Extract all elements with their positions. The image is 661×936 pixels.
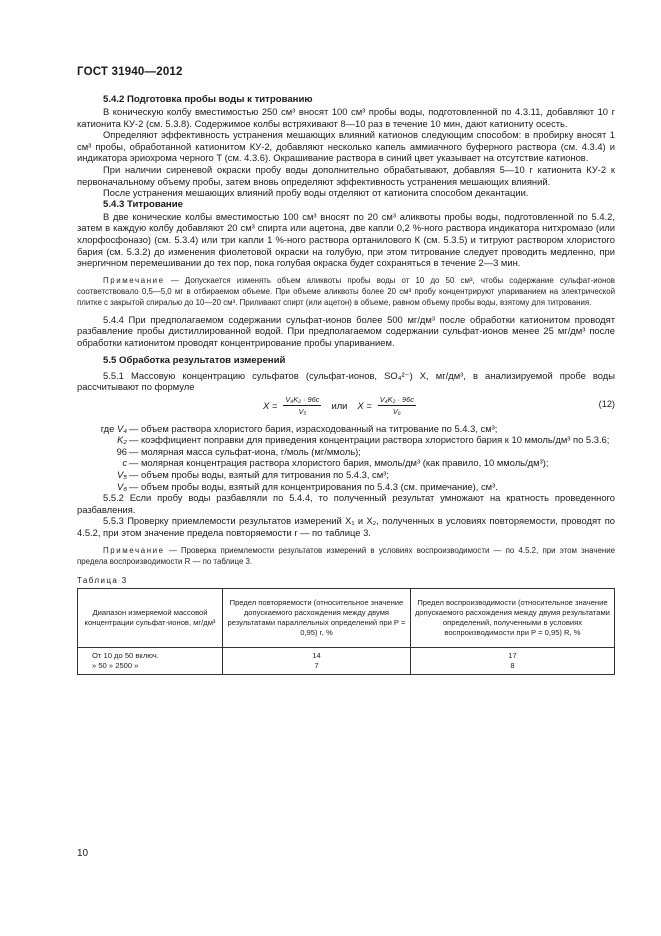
section-heading-5-5: 5.5 Обработка результатов измерений [103, 354, 286, 366]
note-label: Примечание [103, 545, 165, 555]
r-cell: 7 [314, 660, 319, 670]
where-label: где [100, 422, 115, 434]
page-content [77, 94, 615, 675]
fraction-denominator: V₆ [392, 406, 401, 416]
definition-symbol: K₂ [117, 434, 127, 446]
table-header: Предел повторяемости (относительное значение допускаемого расхождения между двумя результатами параллельных определений при P = 0,95) r, % [222, 588, 410, 647]
definition-row [77, 423, 615, 435]
fraction-numerator: V₄K₂ · 96c [285, 394, 320, 404]
R-cell: 17 [508, 650, 517, 660]
definition-row [77, 457, 615, 469]
range-cell: » 50 » 2500 » [92, 660, 139, 670]
paragraph: 5.4.4 При предполагаемом содержании сульфат-ионов более 500 мг/дм³ после обработки катионитом проводят разбавление пробы дистиллированной водой. При предполагаемом содержании сульфат-ионов менее 25 мг/дм³ после обработки катионитом проводят концентрирование пробы упариванием. [77, 313, 615, 348]
table-header-row [78, 588, 615, 647]
definition-text: — молярная концентрация раствора хлористого бария, ммоль/дм³ (как правило, 10 ммоль/дм³); [129, 457, 549, 469]
paragraph: В две конические колбы вместимостью 100 см³ вносят по 20 см³ аликвоты пробы воды, подготовленной по 5.4.2, затем в каждую колбу добавляют 20 см³ спирта или ацетона, две капли 0,2 %-ного раствора индикатора нитхромазо (или хлорфосфоназо) (см. 5.3.4) или три капли 1 %-ного раствора ортанилового К (см. 5.3.5) и титруют раствором хлористого бария (см. 5.3.2) до изменения фиолетовой окраски на голубую, при этом титрование следует проводить медленно, при энергичном перемешивании до тех пор, пока голубая окраска будет сохраняться в течение 2—3 мин. [77, 210, 615, 269]
definition-symbol: 96 [116, 445, 127, 457]
page-number: 10 [77, 848, 89, 859]
table-row [78, 647, 615, 674]
paragraph: В коническую колбу вместимостью 250 см³ вносят 100 см³ пробы воды, подготовленной по 4.3.11, добавляют 10 г катионита КУ-2 (см. 5.3.8). Содержимое колбы встряхивают 8—10 раз в течение 10 мин, дают катиониту осесть. [77, 106, 615, 129]
paragraph: Определяют эффективность устранения мешающих влияний катионов следующим способом: в пробирку вносят 1 см³ пробы, обработанной катионитом КУ-2, добавляют несколько капель аммиачного буферного раствора (см. 4.3.4) и индикатора эриохрома черного Т (см. 4.3.6). Окрашивание раствора в синий цвет указывает на отсутствие катионов. [77, 129, 615, 164]
definition-row [77, 434, 615, 446]
section-heading-5-4-2: 5.4.2 Подготовка пробы воды к титрованию [103, 94, 313, 105]
formula-fraction [283, 395, 321, 416]
note [77, 275, 615, 308]
doc-header: ГОСТ 31940—2012 [77, 66, 183, 78]
table-header: Диапазон измеряемой массовой концентрации сульфат-ионов, мг/дм³ [78, 588, 223, 647]
note-label: Примечание [103, 275, 165, 285]
definition-text: — объем пробы воды, взятый для концентрирования по 5.4.3 (см. примечание), см³. [129, 480, 498, 492]
r-cell: 14 [312, 650, 321, 660]
variable-definitions [77, 423, 615, 493]
formula-12 [77, 395, 615, 423]
equation-number: (12) [598, 398, 615, 409]
definition-symbol: V₆ [116, 480, 127, 492]
note [77, 545, 615, 567]
formula-lhs: X = [263, 399, 278, 411]
definition-text: — коэффициент поправки для приведения концентрации раствора хлористого бария к 10 ммоль/дм³ по 5.3.6; [129, 434, 610, 446]
table-cell [222, 647, 410, 674]
range-cell: От 10 до 50 включ. [92, 650, 159, 660]
formula-fraction [378, 395, 416, 416]
fraction-denominator: V₅ [298, 406, 307, 416]
definition-text: — объем раствора хлористого бария, израсходованный на титрование по 5.4.3, см³; [129, 422, 498, 434]
definition-text: — объем пробы воды, взятый для титрования по 5.4.3, см³; [129, 469, 389, 481]
note-text: — Проверка приемлемости результатов измерений в условиях воспроизводимости — по 4.5.2, при этом значение предела воспроизводимости R — по таблице 3. [77, 545, 615, 566]
formula-or: или [331, 399, 348, 411]
paragraph: 5.5.1 Массовую концентрацию сульфатов (сульфат-ионов, SO₄²⁻) X, мг/дм³, в анализируемой пробе воды рассчитывают по формуле [77, 369, 615, 393]
definition-row [77, 469, 615, 481]
definition-row [77, 481, 615, 493]
table-3 [77, 588, 615, 675]
definition-text: — молярная масса сульфат-иона, г/моль (мг/ммоль); [129, 445, 361, 457]
table-cell [78, 647, 223, 674]
definition-symbol [77, 423, 129, 435]
table-cell [410, 647, 614, 674]
R-cell: 8 [510, 660, 515, 670]
paragraph: После устранения мешающих влияний пробу воды отделяют от катионита способом декантации. [103, 187, 529, 199]
section-heading-5-4-3: 5.4.3 Титрование [103, 198, 183, 210]
definition-symbol: V₅ [116, 469, 127, 481]
definition-symbol: c [122, 457, 127, 469]
paragraph: При наличии сиреневой окраски пробу воды дополнительно обрабатывают, добавляя 5—10 г катионита КУ-2 к первоначальному объему пробы, затем вновь определяют эффективность устранения мешающих влияний. [77, 163, 615, 187]
fraction-numerator: V₄K₂ · 96c [379, 394, 414, 404]
table-header: Предел воспроизводимости (относительное значение допускаемого расхождения между двумя результатами определений, полученными в условиях воспроизводимости при P = 0,95) R, % [410, 588, 614, 647]
symbol: V₄ [116, 422, 127, 434]
definition-row [77, 446, 615, 458]
formula-body [263, 395, 416, 416]
table-caption: Таблица 3 [77, 575, 128, 585]
paragraph: 5.5.2 Если пробу воды разбавляли по 5.4.4, то полученный результат умножают на кратность проведенного разбавления. [77, 492, 615, 515]
note-text: — Допускается изменять объем аликвоты пробы воды от 10 до 50 см³, чтобы содержание сульфат-ионов соответствовало 0,5—5,0 мг в отбираемом объеме. При объеме аликвоты более 20 см³ пробу концентрируют упариванием на электрической плитке с закрытой спиралью до 10—20 см³. Приливают спирт (или ацетон) в объеме, равном объему пробы воды, взятому для титрования. [77, 275, 615, 307]
paragraph: 5.5.3 Проверку приемлемости результатов измерений X₁ и X₂, полученных в условиях повторяемости, проводят по 4.5.2, при этом значение предела повторяемости r — по таблице 3. [77, 515, 615, 539]
formula-lhs: X = [357, 399, 372, 411]
